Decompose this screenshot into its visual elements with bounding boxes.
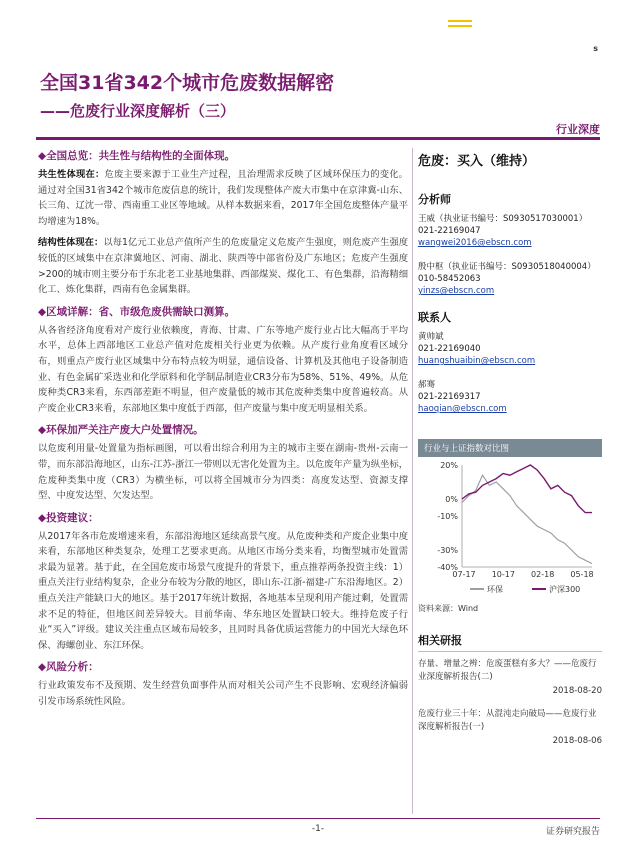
x-tick-label: 02-18 bbox=[531, 570, 555, 579]
report-type-label: 行业深度 bbox=[556, 123, 600, 136]
y-tick-label: -30% bbox=[437, 546, 458, 555]
analyst-email-link[interactable]: wangwei2016@ebscn.com bbox=[418, 238, 532, 248]
contact-phone: 021-22169040 bbox=[418, 344, 481, 354]
page-number: -1- bbox=[311, 824, 325, 834]
corner-mark: s bbox=[593, 44, 598, 53]
paragraph-text: 以危废利用量-处置量为指标画图，可以看出综合利用为主的城市主要在湖南-贵州-云南一带，而东部沿海地区，山东-江苏-浙江一带则以无害化处置为主。以危废年产量为纵坐标，危废种类集中度（CR3）为横坐标，可以将全国城市分为四类：高度发达型、资源支撑型、中度发达型、欠发达型。 bbox=[38, 443, 408, 502]
contact-name: 郝骞 bbox=[418, 380, 436, 390]
contact-phone: 021-22169317 bbox=[418, 392, 481, 402]
sidebar-column bbox=[418, 148, 602, 758]
analyst-phone: 021-22169047 bbox=[418, 226, 481, 236]
paragraph-text: 从2017年各市危废增速来看，东部沿海地区延续高景气度。从危废种类和产废企业集中度来看，东部地区种类复杂，处理工艺要求更高。从地区市场分类来看，均衡型城市处置需求最为显著。基于此，在全国危废市场景气度提升的背景下，重点推荐两条投资主线：1）重点关注行业结构复杂，企业分布较为分散的地区，即山东-江浙-福建-广东沿海地区。2）重点关注产能缺口大的地区。基于2017年统计数据，各地基本呈现利用产能过剩，处置需求不足的特征，但地区间差异较大。目前华南、华东地区处置缺口较大。维持危废子行业“买入”评级。建议关注重点区域布局较多，且同时具备优质运营能力的中国光大绿色环保、海螺创业、东江环保。 bbox=[38, 530, 408, 651]
series-line-hs300 bbox=[462, 465, 592, 513]
contacts-heading: 联系人 bbox=[418, 311, 451, 324]
y-tick-label: 20% bbox=[440, 461, 458, 470]
chart-title: 行业与上证指数对比图 bbox=[418, 439, 602, 457]
analyst-name: 殷中枢（执业证书编号：S0930518040004） bbox=[418, 262, 596, 272]
paragraph-text: 危废主要来源于工业生产过程，且治理需求反映了区域环保压力的变化。通过对全国31省342个城市危废信息的统计，我们发现整体产废大市集中在京津冀-山东、长三角、辽沈一带、西南重工业区等地域。从样本数据来看，2017年全国危废整体产量平均增速为18%。 bbox=[38, 169, 408, 227]
report-subtitle: ——危废行业深度解析（三） bbox=[40, 102, 236, 120]
legend-label: 环保 bbox=[487, 585, 503, 594]
paragraph-lead: 共生性体现在： bbox=[38, 169, 105, 180]
section-heading: ◆投资建议： bbox=[38, 511, 99, 524]
column-divider bbox=[412, 148, 413, 814]
analyst-email-link[interactable]: yinzs@ebscn.com bbox=[418, 286, 495, 296]
paragraph-lead: 结构性体现在： bbox=[38, 237, 104, 249]
paragraph bbox=[38, 441, 408, 503]
paragraph-text: 从各省经济角度看对产废行业依赖度，青海、甘肃、广东等地产废行业占比大幅高于平均水平，总体上西部地区工业总产值对危废相关行业更为依赖。从产废行业角度看区域分布，则重点产废行业区域集中分布特点较为明显，通信设备、计算机及其他电子设备制造业、有色金属矿采选业和化学原料和化学制品制造业CR3分布为58%、51%、49%。从危废种类CR3来看，东西部差距不明显，但产废量低的城市其危废种类集中度普遍较高。从产废企业CR3来看，东部地区集中度低于西部，但产废量与集中度无明显相关系。 bbox=[38, 324, 408, 414]
contact-name: 黄帅斌 bbox=[418, 332, 444, 342]
section-heading: ◆全国总览：共生性与结构性的全面体现。 bbox=[38, 150, 236, 162]
report-title: 全国31省342个城市危废数据解密 bbox=[40, 72, 335, 94]
header-decoration bbox=[448, 20, 472, 27]
analyst-phone: 010-58452063 bbox=[418, 274, 481, 284]
contact-email-link[interactable]: haoqian@ebscn.com bbox=[418, 404, 507, 414]
paragraph-text: 以每1亿元工业总产值所产生的危废量定义危废产生强度，则危废产生强度较低的区域集中在京津冀地区、河南、湖北、陕西等中部省份及广东地区；危废产生强度>200的城市则主要分布于东北老工业基地集群、西部煤炭、煤化工、有色集群，沿海精细化工、炼化集群，西南有色金属集群。 bbox=[38, 237, 408, 296]
series-line-huanbao bbox=[462, 475, 592, 563]
related-report-date: 2018-08-20 bbox=[552, 686, 602, 696]
footer-rule bbox=[36, 818, 600, 819]
y-tick-label: 0% bbox=[445, 495, 458, 504]
related-report-title[interactable]: 存量、增量之辨：危废蛋糕有多大？——危废行业深度解析报告(二) bbox=[418, 659, 597, 682]
analyst-name: 王威（执业证书编号：S0930517030001） bbox=[418, 214, 588, 224]
related-report-title[interactable]: 危废行业三十年：从混沌走向破局——危废行业深度解析报告(一) bbox=[418, 709, 597, 732]
paragraph bbox=[38, 678, 408, 709]
legend-label: 沪深300 bbox=[549, 585, 581, 594]
section-heading: ◆区域详解：省、市级危废供需缺口测算。 bbox=[38, 305, 236, 318]
paragraph-text: 行业政策发布不及预期、发生经营负面事件从而对相关公司产生不良影响、宏观经济偏弱引发市场系统性风险。 bbox=[38, 680, 408, 708]
x-tick-label: 05-18 bbox=[570, 570, 594, 579]
paragraph bbox=[38, 167, 408, 229]
chart-svg bbox=[418, 457, 602, 597]
contact-email-link[interactable]: huangshuaibin@ebscn.com bbox=[418, 356, 536, 366]
footer-org: 证券研究报告 bbox=[545, 827, 600, 837]
section-heading: ◆环保加严关注产废大户处置情况。 bbox=[38, 424, 204, 437]
related-report-date: 2018-08-06 bbox=[552, 736, 602, 746]
y-tick-label: -10% bbox=[437, 512, 458, 521]
comparison-chart bbox=[418, 439, 602, 614]
chart-source: 资料来源：Wind bbox=[418, 604, 479, 613]
paragraph bbox=[38, 323, 408, 417]
header-rule bbox=[36, 137, 600, 140]
rating-label: 危废：买入（维持） bbox=[418, 154, 536, 169]
related-reports-heading: 相关研报 bbox=[418, 632, 602, 652]
x-tick-label: 07-17 bbox=[452, 570, 476, 579]
x-tick-label: 10-17 bbox=[491, 570, 515, 579]
section-heading: ◆风险分析： bbox=[38, 661, 99, 674]
paragraph bbox=[38, 235, 408, 297]
paragraph bbox=[38, 529, 408, 654]
summary-column bbox=[38, 148, 408, 716]
analysts-heading: 分析师 bbox=[418, 193, 451, 206]
y-tick-label: -40% bbox=[437, 563, 458, 572]
